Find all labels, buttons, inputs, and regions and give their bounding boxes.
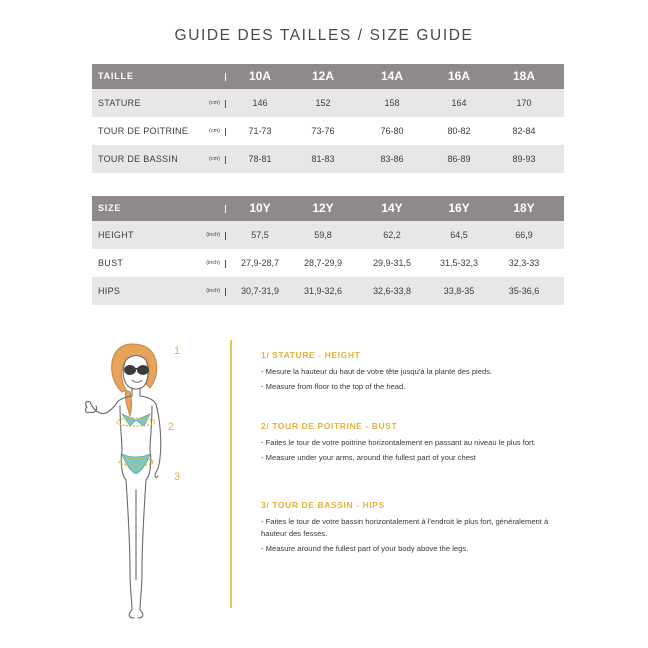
row-unit: (inch) xyxy=(206,288,220,294)
instruction-heading: 2/ TOUR DE POITRINE - BUST xyxy=(261,421,398,431)
table-cell: 66,9 xyxy=(515,230,533,240)
size-header: 16Y xyxy=(448,201,470,215)
size-table-fr xyxy=(92,64,564,173)
row-unit: (cm) xyxy=(209,128,220,134)
instruction-line: - Faites le tour de votre bassin horizontalement à l'endroit le plus fort, généralement à hauteur des fesses. xyxy=(261,517,549,538)
marker-1: 1 xyxy=(174,345,181,357)
table-cell: 33,8-35 xyxy=(443,286,475,296)
row-unit: (cm) xyxy=(209,100,220,106)
table-cell: 158 xyxy=(384,98,400,108)
row-label: HIPS xyxy=(98,286,121,296)
table-cell: 28,7-29,9 xyxy=(303,258,343,268)
instruction-heading: 1/ STATURE - HEIGHT xyxy=(261,350,361,360)
separator-bar xyxy=(225,100,226,108)
girl-figure-illustration xyxy=(70,330,200,630)
instruction-line: - Measure around the fullest part of your body above the legs. xyxy=(261,544,469,553)
marker-3: 3 xyxy=(174,471,181,483)
size-header: 18Y xyxy=(513,201,535,215)
separator-bar xyxy=(225,232,226,240)
instruction-line: - Faites le tour de votre poitrine horizontalement en passant au niveau le plus fort. xyxy=(261,438,536,447)
table-cell: 83-86 xyxy=(380,154,404,164)
row-label: TOUR DE POITRINE xyxy=(98,126,189,136)
table-row xyxy=(92,145,564,173)
table-cell: 82-84 xyxy=(512,126,536,136)
table-cell: 64,5 xyxy=(450,230,468,240)
table-cell: 78-81 xyxy=(248,154,272,164)
table-header-row xyxy=(92,196,564,221)
table-row xyxy=(92,249,564,277)
page-title: GUIDE DES TAILLES / SIZE GUIDE xyxy=(174,27,474,44)
table-cell: 170 xyxy=(516,98,532,108)
size-header: 18A xyxy=(512,69,535,83)
header-label: TAILLE xyxy=(98,71,134,81)
separator-bar xyxy=(225,156,226,164)
instruction-bust xyxy=(261,421,561,467)
table-header-row xyxy=(92,64,564,89)
table-cell: 152 xyxy=(315,98,331,108)
separator-bar xyxy=(225,260,226,268)
table-cell: 32,6-33,8 xyxy=(372,286,412,296)
size-header: 10A xyxy=(248,69,271,83)
size-header: 14Y xyxy=(381,201,403,215)
table-row xyxy=(92,277,564,305)
table-cell: 27,9-28,7 xyxy=(240,258,280,268)
table-cell: 146 xyxy=(252,98,268,108)
table-cell: 76-80 xyxy=(380,126,404,136)
size-table-en xyxy=(92,196,564,305)
instruction-height xyxy=(261,350,561,396)
table-cell: 29,9-31,5 xyxy=(372,258,412,268)
bikini-top-shape xyxy=(122,414,150,426)
separator-bar xyxy=(225,73,226,81)
row-label: TOUR DE BASSIN xyxy=(98,154,179,164)
table-cell: 86-89 xyxy=(447,154,471,164)
instruction-line: - Measure under your arms, around the fullest part of your chest xyxy=(261,453,476,462)
ponytail-shape xyxy=(125,390,131,416)
size-header: 12Y xyxy=(312,201,334,215)
table-cell: 73-76 xyxy=(311,126,335,136)
row-unit: (inch) xyxy=(206,232,220,238)
table-cell: 81-83 xyxy=(311,154,335,164)
size-header: 14A xyxy=(380,69,403,83)
table-cell: 62,2 xyxy=(383,230,401,240)
table-cell: 35-36,6 xyxy=(508,286,540,296)
size-header: 16A xyxy=(447,69,470,83)
table-cell: 31,5-32,3 xyxy=(439,258,479,268)
bust-measure-line xyxy=(117,418,155,426)
table-cell: 71-73 xyxy=(248,126,272,136)
table-row xyxy=(92,117,564,145)
table-cell: 89-93 xyxy=(512,154,536,164)
divider-line xyxy=(230,340,232,608)
instruction-hips xyxy=(261,500,561,558)
table-cell: 32,3-33 xyxy=(508,258,540,268)
instruction-line: - Measure from floor to the top of the head. xyxy=(261,382,406,391)
row-unit: (inch) xyxy=(206,260,220,266)
bikini-bottom-shape xyxy=(122,454,150,474)
table-row xyxy=(92,89,564,117)
row-label: HEIGHT xyxy=(98,230,134,240)
table-row xyxy=(92,221,564,249)
instruction-heading: 3/ TOUR DE BASSIN - HIPS xyxy=(261,500,385,510)
header-label: SIZE xyxy=(98,203,122,213)
separator-bar xyxy=(225,288,226,296)
row-label: STATURE xyxy=(98,98,141,108)
size-header: 10Y xyxy=(249,201,271,215)
table-cell: 31,9-32,6 xyxy=(303,286,343,296)
table-cell: 80-82 xyxy=(447,126,471,136)
row-unit: (cm) xyxy=(209,156,220,162)
table-cell: 59,8 xyxy=(314,230,332,240)
table-cell: 164 xyxy=(451,98,467,108)
separator-bar xyxy=(225,205,226,213)
instruction-line: - Mesure la hauteur du haut de votre tête jusqu'à la plante des pieds. xyxy=(261,367,493,376)
table-cell: 57,5 xyxy=(251,230,269,240)
separator-bar xyxy=(225,128,226,136)
row-label: BUST xyxy=(98,258,124,268)
table-cell: 30,7-31,9 xyxy=(240,286,280,296)
marker-2: 2 xyxy=(168,421,175,433)
size-header: 12A xyxy=(311,69,334,83)
